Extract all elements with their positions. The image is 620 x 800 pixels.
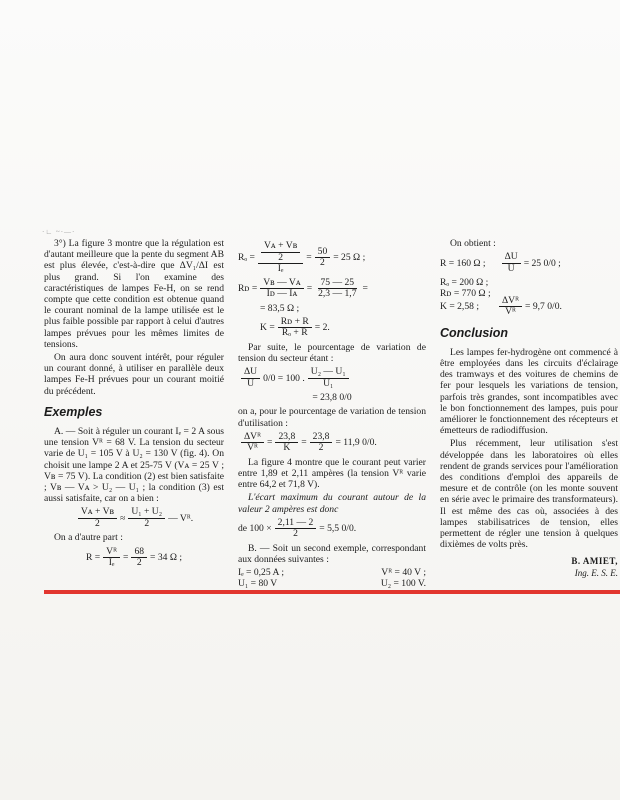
column-1 bbox=[44, 238, 224, 572]
fraction: $\frac{23,8}{K}$ bbox=[275, 432, 298, 454]
paragraph-figure-4: La figure 4 montre que le courant peut varier entre 1,89 et 2,11 ampères (la tension Vᴿ varie entre 64,2 et 71,8 V). bbox=[238, 456, 426, 491]
paragraph-conclusion-2: Plus récemment, leur utilisation s'est développée dans les laboratoires où elles rendent de grands services pour l'amélioration des conditions d'emploi des appareils de mesure et de contrôle (on les monte souvent en série avec le primaire des transformateurs). Il est même des cas où, associées à des lampes stabilisatrices de tension, elles permettent de régler une tension à quelques dixièmes de volts près. bbox=[440, 438, 618, 551]
paragraph-example-b: B. — Soit un second exemple, correspondant aux données suivantes : bbox=[238, 542, 426, 565]
author-title: Ing. E. S. E. bbox=[574, 567, 618, 578]
equation-k: K = $\frac{\text{Rᴅ + R}}{\text{Rₒ + R}}$ = 2. bbox=[260, 315, 330, 339]
paragraph-on-obtient: On obtient : bbox=[450, 238, 496, 249]
fraction: $\frac{2,11 — 2}{2}$ bbox=[275, 518, 317, 540]
fraction: $\frac{\frac{\text{Vᴀ + Vʙ}}{2}}{\text{Iₑ}}$ bbox=[258, 241, 303, 275]
fraction: $\frac{\text{ΔVᴿ}}{\text{Vᴿ}}$ bbox=[499, 296, 522, 318]
paragraph-on-a: on a, pour le pourcentage de variation de tension d'utilisation : bbox=[238, 406, 426, 429]
equation-ecart: de 100 × $\frac{2,11 — 2}{2}$ = 5,5 0/0. bbox=[238, 516, 357, 540]
accent-bar bbox=[44, 590, 620, 594]
equation-condition-3: $\frac{\text{Vᴀ + Vʙ}}{2}$ ≈ $\frac{\text{U₁ + U₂}}{2}$ — Vᴿ. bbox=[44, 507, 224, 529]
result-r0: Rₒ = 200 Ω ; bbox=[440, 277, 489, 289]
fraction: $\frac{\text{U₁ + U₂}}{2}$ bbox=[128, 507, 165, 529]
paragraph-regulation: 3°) La figure 3 montre que la régulation est d'autant meilleure que la pente du segment AB est plus élevée, c'est-à-dire que ΔV₁/ΔI est plus grand. Si l'on examine des caractéristiques de lampes Fe-H, on se rend compte que cette condition est obtenue quand le courant nominal de la lampe utilisée est le plus faible possible par rapport à celui d'autres lampes prévues pour les mêmes limites de tensions. bbox=[44, 238, 224, 350]
fraction: $\frac{\Delta U}{U}$ bbox=[502, 252, 521, 274]
paragraph-ecart: L'écart maximum du courant autour de la valeur 2 ampères est donc bbox=[238, 492, 426, 515]
paragraph-parallel-lamps: On aura donc souvent intérêt, pour réguler un courant donné, à utiliser en parallèle deux lampes Fe-H prévues pour un courant moitié du précédent. bbox=[44, 352, 224, 397]
data-row-1: Iₑ = 0,25 A ; Vᴿ = 40 V ; bbox=[238, 567, 426, 579]
equation-delta-v: $\frac{\text{ΔVᴿ}}{\text{Vᴿ}}$ = $\frac{23,8}{K}$ = $\frac{23,8}{2}$ = 11,9 0/0. bbox=[238, 432, 426, 454]
fraction: $\frac{\text{ΔVᴿ}}{\text{Vᴿ}}$ bbox=[241, 432, 264, 454]
fraction: $\frac{\text{U₂ — U₁}}{\text{U₁}}$ bbox=[308, 367, 349, 389]
results-row-k: K = 2,58 ; $\frac{\text{ΔVᴿ}}{\text{Vᴿ}}$ = 9,7 0/0. bbox=[440, 294, 562, 318]
results-row-rd: Rᴅ = 770 Ω ; bbox=[440, 288, 491, 300]
fraction: $\frac{\text{Vᴀ + Vʙ}}{2}$ bbox=[78, 507, 117, 529]
column-2 bbox=[238, 238, 426, 590]
fraction: $\frac{\text{Vᴿ}}{\text{Iₑ}}$ bbox=[103, 547, 120, 569]
fraction: $\frac{\text{Rᴅ + R}}{\text{Rₒ + R}}$ bbox=[278, 317, 312, 339]
fraction: $\frac{23,8}{2}$ bbox=[310, 432, 333, 454]
results-row-1: R = 160 Ω ; $\frac{\Delta U}{U}$ = 25 0/0 ; bbox=[440, 251, 561, 274]
fraction: $\frac{75 — 25}{2,3 — 1,7}$ bbox=[318, 276, 357, 299]
paragraph-par-suite: Par suite, le pourcentage de variation de tension du secteur étant : bbox=[238, 341, 426, 364]
paragraph-example-a: A. — Soit à réguler un courant Iₑ = 2 A sous une tension Vᴿ = 68 V. La tension du secteur varie de U₁ = 105 V à U₂ = 130 V (fig. 4). On choisit une lampe 2 A et 25-75 V (Vᴀ = 25 V ; Vʙ = 75 V). La condition (2) est bien satisfaite ; Vʙ — Vᴀ > U₂ — U₁ ; la condition (3) est aussi satisfaite, car on a bien : bbox=[44, 426, 224, 505]
fraction: $\frac{50}{2}$ bbox=[315, 247, 331, 269]
paragraph-conclusion-1: Les lampes fer-hydrogène ont commencé à être employées dans les circuits d'éclairage des tramways et des voitures de chemins de fer pour lesquels les variations de tension, parfois très grandes, sont incompatibles avec le bon fonctionnement des lampes, puis pour améliorer le fonctionnement des récepteurs et émetteurs de radiodiffusion. bbox=[440, 346, 618, 437]
heading-conclusion: Conclusion bbox=[440, 325, 509, 340]
data-row-2: U₁ = 80 V U₂ = 100 V. bbox=[238, 578, 426, 590]
fraction: $\frac{\text{Vᴀ + Vʙ}}{2}$ bbox=[261, 241, 300, 263]
equation-r: R = $\frac{\text{Vᴿ}}{\text{Iₑ}}$ = $\frac{68}{2}$ = 34 Ω ; bbox=[85, 545, 183, 569]
fraction: $\frac{68}{2}$ bbox=[131, 547, 147, 569]
paragraph-dautre-part: On a d'autre part : bbox=[54, 532, 123, 544]
equation-rd: Rᴅ = $\frac{\text{Vʙ — Vᴀ}}{\text{Iᴅ — Iᴀ}}$ = $\frac{75 — 25}{2,3 — 1,7}$ = bbox=[238, 276, 368, 299]
equation-r0: Rₒ = $\frac{\frac{\text{Vᴀ + Vʙ}}{2}}{\text{Iₑ}}$ = $\frac{50}{2}$ = 25 Ω ; bbox=[238, 240, 366, 274]
scan-mark: ·∟ ~·—· bbox=[42, 228, 76, 236]
equation-rd-result: = 83,5 Ω ; bbox=[260, 302, 300, 314]
equation-delta-u-result: = 23,8 0/0 bbox=[312, 392, 352, 404]
fraction: $\frac{\text{Vʙ — Vᴀ}}{\text{Iᴅ — Iᴀ}}$ bbox=[260, 278, 303, 300]
author-name: B. AMIET, bbox=[571, 556, 618, 567]
column-3 bbox=[440, 238, 618, 579]
heading-exemples: Exemples bbox=[44, 404, 103, 419]
equation-delta-u: $\frac{\Delta U}{U}$ 0/0 = 100 . $\frac{\text{U₂ — U₁}}{\text{U₁}}$ bbox=[238, 367, 426, 389]
fraction: $\frac{\Delta U}{U}$ bbox=[241, 367, 260, 389]
